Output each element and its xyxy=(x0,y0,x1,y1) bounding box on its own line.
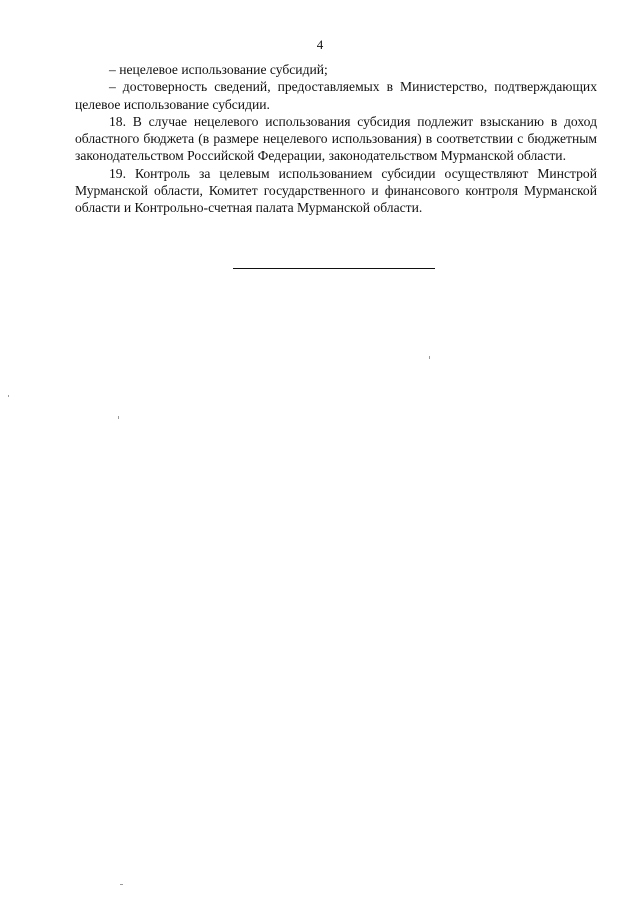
scan-speck xyxy=(120,884,123,885)
scan-speck xyxy=(8,395,9,397)
list-item-data-reliability: – достоверность сведений, предоставляемых в Министерство, подтверждающих целевое использование субсидии. xyxy=(75,79,597,112)
page-number: 4 xyxy=(316,37,324,52)
document-body xyxy=(75,61,597,217)
paragraph-18: 18. В случае нецелевого использования субсидия подлежит взысканию в доход областного бюджета (в размере нецелевого использования) в соответствии с бюджетным законодательством Российской Федерации, законодательством Мурманской области. xyxy=(75,113,597,164)
end-separator-line xyxy=(233,268,435,269)
list-item-non-target-use: – нецелевое использование субсидий; xyxy=(109,62,328,77)
scan-speck xyxy=(118,416,119,419)
paragraph-19: 19. Контроль за целевым использованием субсидии осуществляют Минстрой Мурманской области, Комитет государственного и финансового контроля Мурманской области и Контрольно-счетная палата Мурманской области. xyxy=(75,165,597,216)
scan-speck xyxy=(429,356,430,359)
